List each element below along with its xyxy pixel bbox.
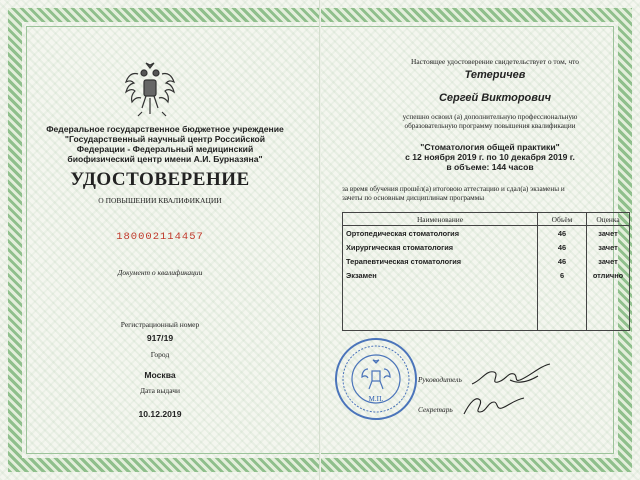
discipline-grade: зачет [587,240,630,254]
holder-name: Сергей Викторович [438,92,552,104]
issue-date-value: 10.12.2019 [138,409,182,419]
column-header-name: Наименование [343,213,538,226]
disciplines-table [342,212,630,331]
document-subtitle: О ПОВЫШЕНИИ КВАЛИФИКАЦИИ [98,196,222,205]
exams-line: за время обучения прошёл(а) итоговою аттестацию и сдал(а) экзамены и [342,185,565,193]
document-title: УДОСТОВЕРЕНИЕ [70,169,250,190]
org-line: Федеральное государственное бюджетное учреждение [46,124,284,134]
column-header-grade: Оценка [587,213,630,226]
program-name: "Стоматология общей практики" [420,142,560,152]
completion-line: успешно освоил (а) дополнительную профессиональную [402,113,578,121]
table-row [343,240,630,254]
discipline-hours: 46 [538,240,587,254]
secretary-signature-label: Секретарь [418,405,453,414]
right-page [320,0,640,480]
discipline-name: Хирургическая стоматология [343,240,538,254]
org-line: биофизический центр имени А.И. Бурназяна" [67,154,263,164]
discipline-hours: 46 [538,254,587,268]
program-hours: в объеме: 144 часов [446,162,534,172]
document-kind: Документ о квалификации [117,268,203,277]
table-header-row [343,213,630,226]
discipline-hours: 6 [538,268,587,282]
serial-number: 180002114457 [116,231,204,243]
head-signature-icon [470,360,560,390]
intro-text: Настоящее удостоверение свидетельствует о том, что [411,57,579,66]
registration-number: 917/19 [146,333,174,343]
org-line: Федерации - Федеральный медицинский [76,144,254,154]
program-dates: с 12 ноября 2019 г. по 10 декабря 2019 г. [405,152,575,162]
completion-line: образовательную программу повышения квалификации [404,122,576,130]
table-row [343,226,630,241]
secretary-signature-icon [460,392,530,422]
discipline-grade: отлично [587,268,630,282]
discipline-name: Терапевтическая стоматология [343,254,538,268]
discipline-grade: зачет [587,254,630,268]
exams-line: зачеты по основным дисциплинам программы [342,194,485,202]
completion-statement [370,113,610,131]
discipline-name: Экзамен [343,268,538,282]
column-header-volume: Объём [538,213,587,226]
discipline-grade: зачет [587,226,630,241]
coat-of-arms-icon [118,58,182,122]
exams-statement [342,185,612,203]
table-row [343,268,630,282]
org-line: "Государственный научный центр Российской [64,134,266,144]
stamp-text: М.П. [368,395,384,403]
official-stamp-icon [334,337,418,421]
city-value: Москва [144,370,176,380]
discipline-name: Ортопедическая стоматология [343,226,538,241]
head-signature-label: Руководитель [418,375,462,384]
program-details [370,142,610,172]
city-label: Город [150,350,170,359]
table-row-empty [343,282,630,331]
issue-date-label: Дата выдачи [139,386,181,395]
table-row [343,254,630,268]
holder-surname: Тетеричев [464,69,526,81]
organization-name [40,124,290,164]
registration-label: Регистрационный номер [120,320,200,329]
discipline-hours: 46 [538,226,587,241]
